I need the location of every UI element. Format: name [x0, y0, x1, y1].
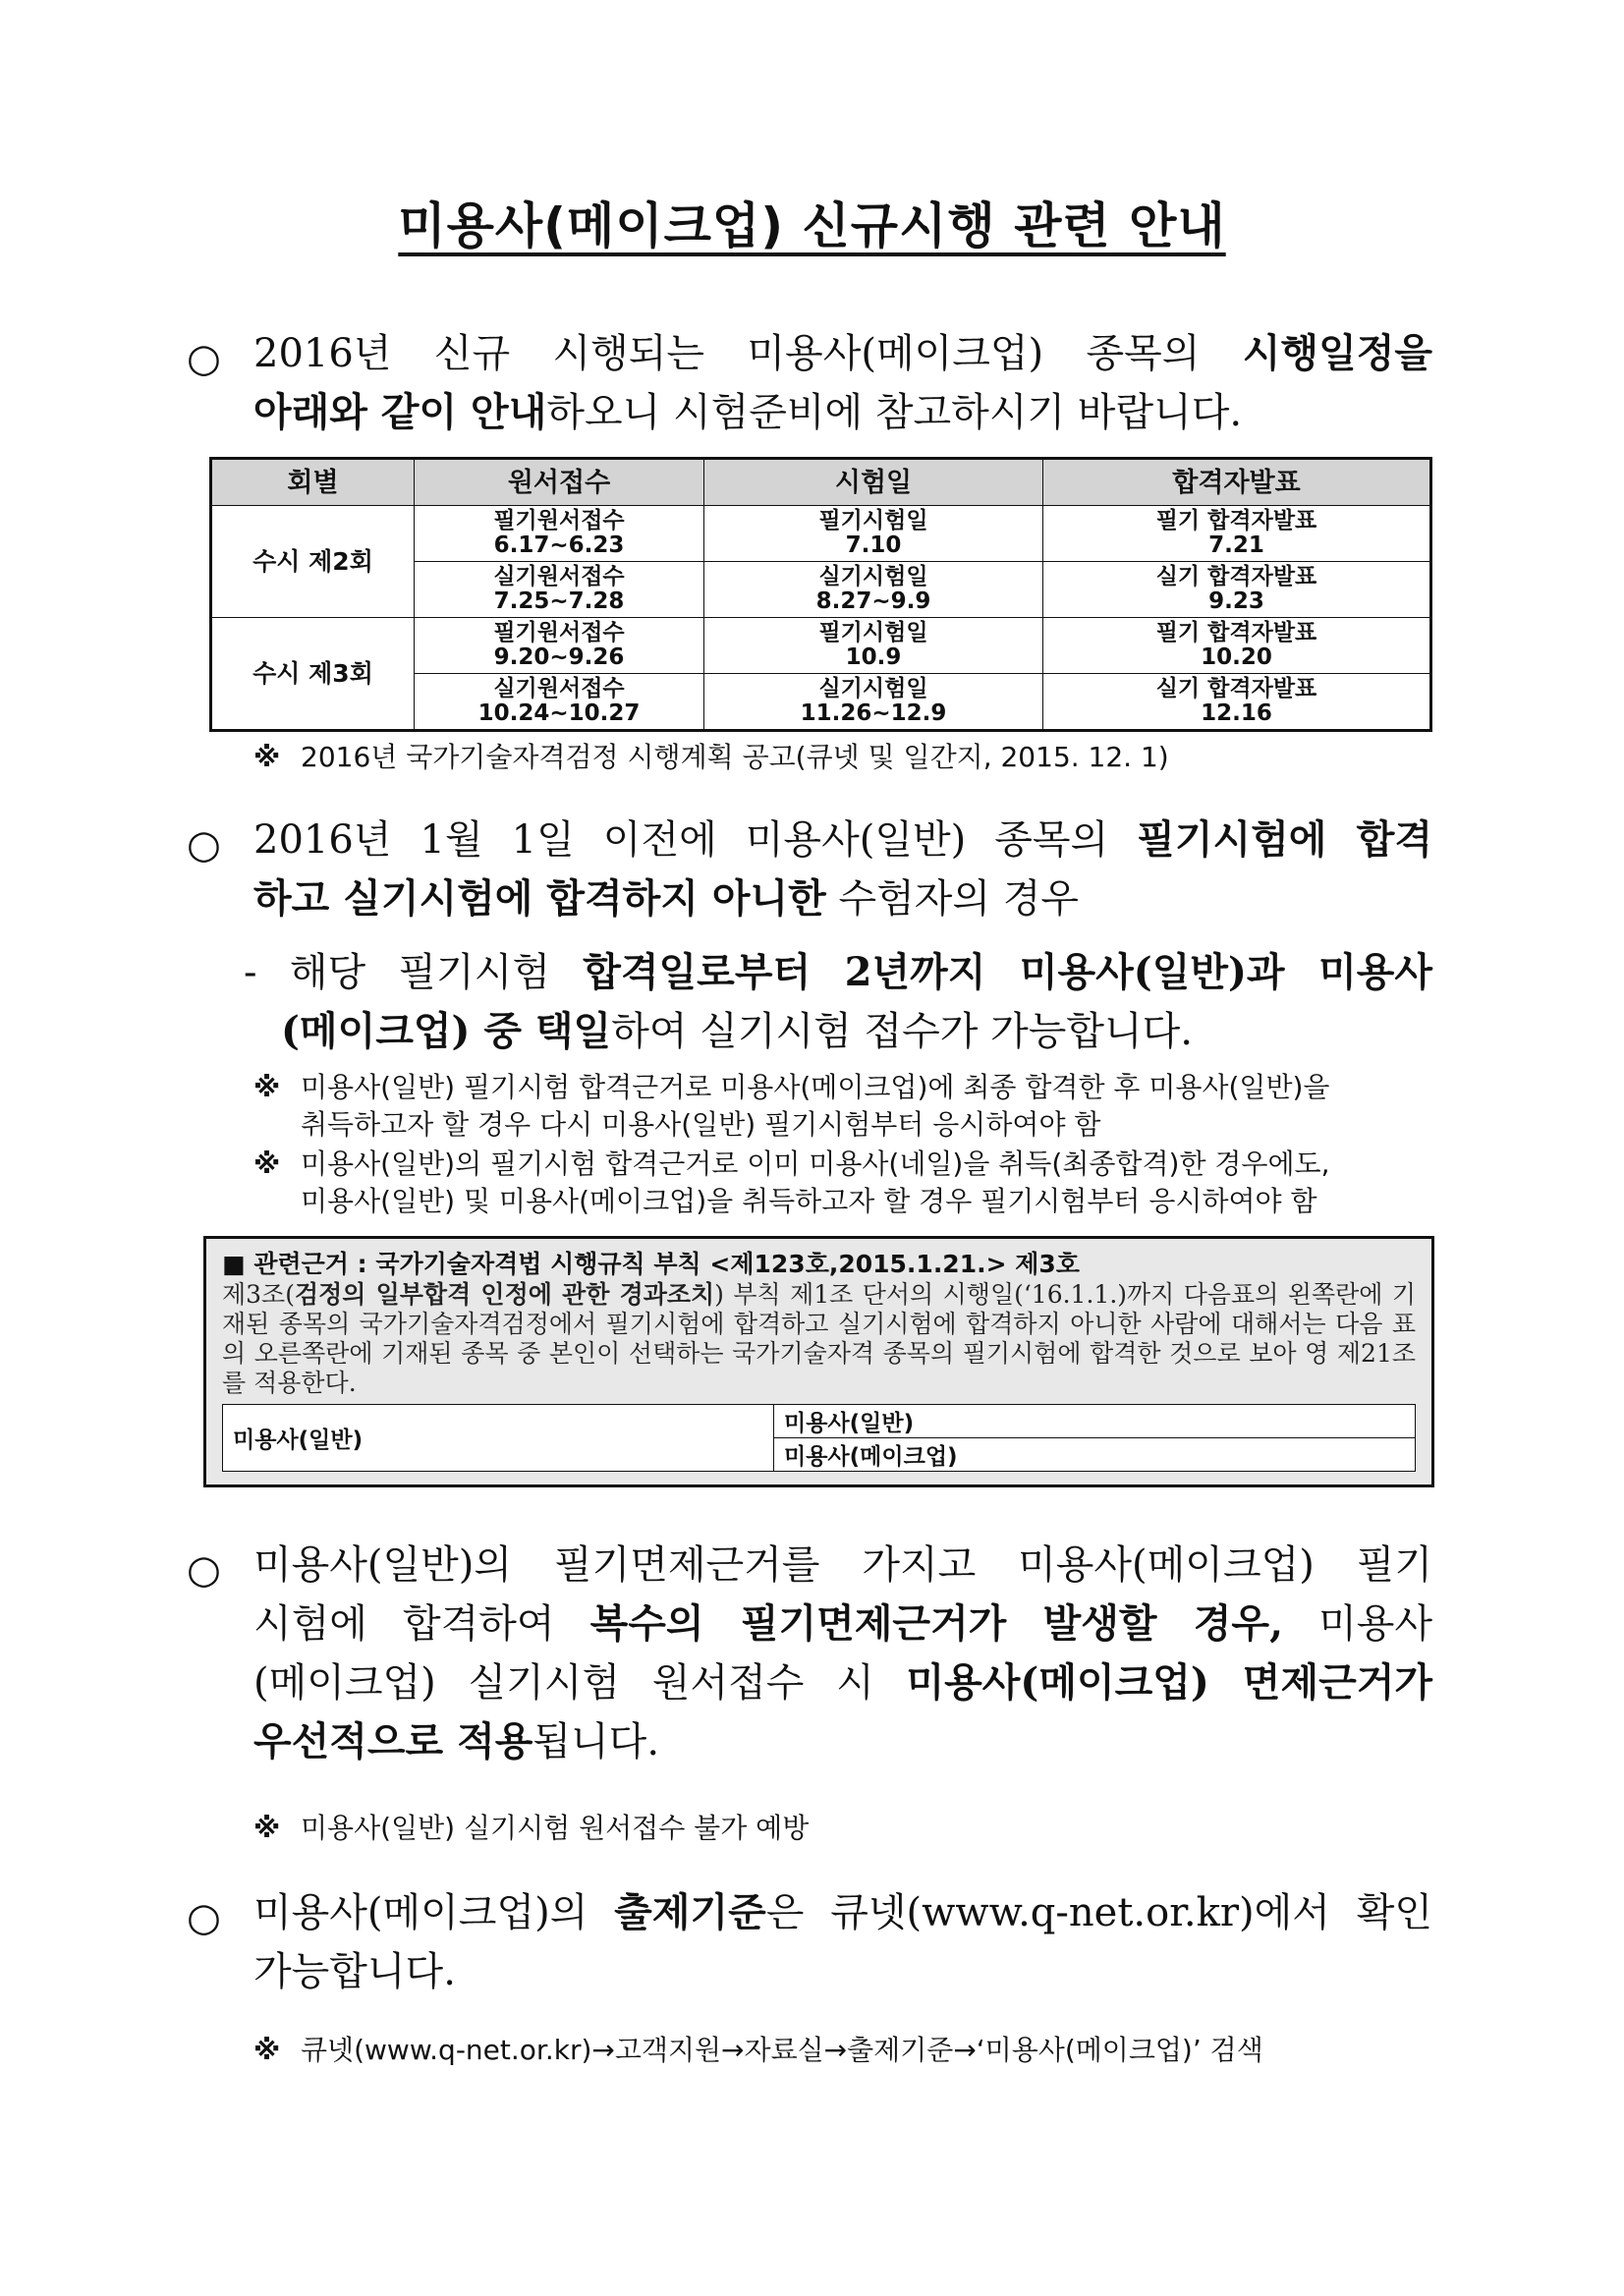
section-2: 2016년 1월 1일 이전에 미용사(일반) 종목의 필기시험에 합격 하고 실기시험에 합격하지 아니한 수험자의 경우	[253, 816, 1433, 922]
header-exam-date: 시험일	[704, 459, 1043, 506]
page-title: 미용사(메이크업) 신규시행 관련 안내	[398, 197, 1226, 254]
bullet-2: ○	[187, 822, 221, 868]
basis-right-cell: 미용사(일반)	[774, 1405, 1416, 1438]
table-cell: 필기시험일 7.10	[704, 506, 1043, 562]
legal-basis-table	[222, 1404, 1416, 1472]
table-cell: 실기시험일 11.26~12.9	[704, 674, 1043, 731]
basis-left-cell: 미용사(일반)	[223, 1405, 774, 1472]
table-cell: 필기원서접수 6.17~6.23	[415, 506, 704, 562]
table-cell: 실기시험일 8.27~9.9	[704, 562, 1043, 618]
table-cell: 실기 합격자발표 9.23	[1043, 562, 1431, 618]
schedule-table	[209, 457, 1432, 732]
table-cell: 필기원서접수 9.20~9.26	[415, 618, 704, 674]
legal-basis-heading: ■ 관련근거 : 국가기술자격법 시행규칙 부칙 <제123호,2015.1.21.> 제3호	[222, 1250, 1080, 1278]
note-2: ※ 미용사(일반)의 필기시험 합격근거로 이미 미용사(네일)을 취득(최종합격)한 경우에도, 미용사(일반) 및 미용사(메이크업)을 취득하고자 할 경우 필기시험부터 응시하여야 함	[253, 1148, 1330, 1217]
header-application: 원서접수	[415, 459, 704, 506]
table-cell: 필기 합격자발표 7.21	[1043, 506, 1431, 562]
section-1: 2016년 신규 시행되는 미용사(메이크업) 종목의 시행일정을 아래와 같이 안내하오니 시험준비에 참고하시기 바랍니다.	[253, 330, 1432, 435]
bullet-1: ○	[187, 336, 221, 381]
table-row	[211, 618, 1431, 674]
table-cell: 필기 합격자발표 10.20	[1043, 618, 1431, 674]
note-1: ※ 미용사(일반) 필기시험 합격근거로 미용사(메이크업)에 최종 합격한 후 미용사(일반)을 취득하고자 할 경우 다시 미용사(일반) 필기시험부터 응시하여야 함	[253, 1071, 1330, 1141]
schedule-note: ※ 2016년 국가기술자격검정 시행계획 공고(큐넷 및 일간지, 2015. 12. 1)	[253, 741, 1169, 773]
legal-basis-box	[203, 1236, 1434, 1487]
basis-right-cell: 미용사(메이크업)	[774, 1438, 1416, 1472]
section-3: 미용사(일반)의 필기면제근거를 가지고 미용사(메이크업) 필기 시험에 합격하여 복수의 필기면제근거가 발생할 경우, 미용사 (메이크업) 실기시험 원서접수 시 미용사(메이크업) 면제근거가 우선적으로 적용됩니다.	[253, 1542, 1433, 1764]
note-4: ※ 큐넷(www.q-net.or.kr)→고객지원→자료실→출제기준→‘미용사(메이크업)’ 검색	[253, 2034, 1263, 2066]
header-round: 회별	[211, 459, 415, 506]
table-cell: 실기 합격자발표 12.16	[1043, 674, 1431, 731]
section-2-detail: - 해당 필기시험 합격일로부터 2년까지 미용사(일반)과 미용사 (메이크업) 중 택일하여 실기시험 접수가 가능합니다.	[244, 949, 1432, 1054]
legal-basis-text: 제3조(검정의 일부합격 인정에 관한 경과조치) 부칙 제1조 단서의 시행일(‘16.1.1.)까지 다음표의 왼쪽란에 기재된 종목의 국가기술자격검정에서 필기시험에 합격하고 실기시험에 합격하지 아니한 사람에 대해서는 다음 표의 오른쪽란에 기재된 종목 중 본인이 선택하는 국가기술자격 종목의 필기시험에 합격한 것으로 보아 영 제21조를 적용한다.	[222, 1280, 1416, 1397]
section-4: 미용사(메이크업)의 출제기준은 큐넷(www.q-net.or.kr)에서 확인 가능합니다.	[253, 1889, 1433, 1994]
note-3: ※ 미용사(일반) 실기시험 원서접수 불가 예방	[253, 1812, 810, 1844]
table-cell: 실기원서접수 10.24~10.27	[415, 674, 704, 731]
table-cell: 실기원서접수 7.25~7.28	[415, 562, 704, 618]
table-row	[211, 506, 1431, 562]
table-cell: 필기시험일 10.9	[704, 618, 1043, 674]
round-name: 수시 제2회	[211, 506, 415, 618]
bullet-4: ○	[187, 1895, 221, 1940]
round-name: 수시 제3회	[211, 618, 415, 731]
bullet-3: ○	[187, 1547, 221, 1593]
header-result: 합격자발표	[1043, 459, 1431, 506]
